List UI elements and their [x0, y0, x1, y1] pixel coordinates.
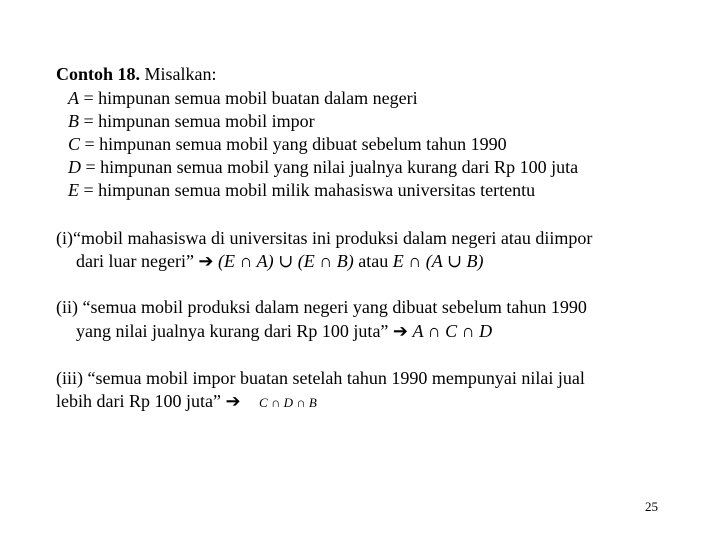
definition-var: B: [68, 111, 79, 131]
definition-text: = himpunan semua mobil milik mahasiswa universitas tertentu: [79, 180, 536, 200]
definition-var: A: [68, 88, 79, 108]
item-i-text: dari luar negeri” ➔: [76, 251, 219, 271]
item-i-expression-alt: E ∩ (A ∪ B): [392, 251, 484, 271]
item-ii-line1: (ii) “semua mobil produksi dalam negeri yang dibuat sebelum tahun 1990: [56, 297, 587, 317]
definition-var: E: [68, 180, 79, 200]
definition-text: = himpunan semua mobil buatan dalam negeri: [79, 88, 418, 108]
item-i-line1: (i)“mobil mahasiswa di universitas ini produksi dalam negeri atau diimpor: [56, 228, 593, 248]
item-iii-text: lebih dari Rp 100 juta” ➔: [56, 391, 241, 411]
example-heading: [56, 63, 217, 85]
definition-var: C: [68, 134, 81, 154]
item-ii-expression: A ∩ C ∩ D: [412, 321, 493, 341]
definition-var: D: [68, 157, 81, 177]
page-number: 25: [645, 499, 658, 514]
definition-text: = himpunan semua mobil yang nilai jualnya kurang dari Rp 100 juta: [81, 157, 579, 177]
example-intro: Misalkan:: [144, 64, 217, 84]
item-i-conjunction: atau: [353, 251, 393, 271]
item-i-expression: (E ∩ A) ∪ (E ∩ B): [218, 251, 354, 271]
example-number: Contoh 18.: [56, 64, 141, 84]
definition-d: [68, 156, 578, 178]
definition-text: = himpunan semua mobil yang dibuat sebelum tahun 1990: [80, 134, 507, 154]
definition-a: [68, 87, 418, 109]
item-iii-line2: [56, 390, 317, 414]
item-ii-line2: [76, 320, 492, 342]
definition-text: = himpunan semua mobil impor: [79, 111, 315, 131]
definition-c: [68, 133, 507, 155]
item-iii-line1: (iii) “semua mobil impor buatan setelah tahun 1990 mempunyai nilai jual: [56, 368, 585, 388]
definition-b: [68, 110, 315, 132]
item-i-line2: [76, 250, 483, 272]
definition-e: [68, 179, 535, 201]
item-ii-text: yang nilai jualnya kurang dari Rp 100 juta” ➔: [76, 321, 413, 341]
item-iii-expression: C ∩ D ∩ B: [259, 395, 317, 410]
